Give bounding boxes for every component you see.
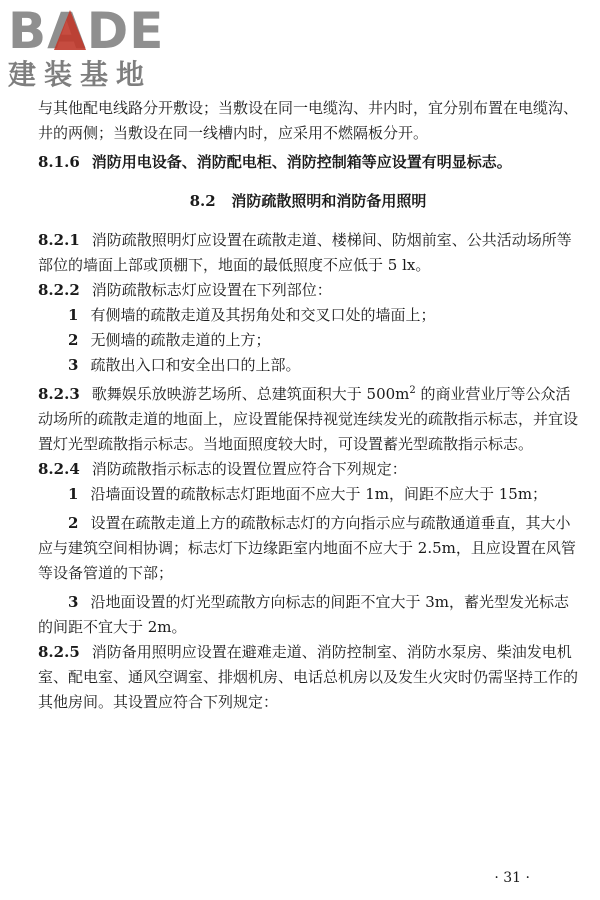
section-heading (38, 189, 578, 214)
brand-logo (8, 4, 178, 100)
item-number: 3 (68, 593, 79, 611)
clause-text: 消防疏散标志灯应设置在下列部位： (91, 281, 332, 299)
list-item (38, 482, 578, 507)
list-item (38, 353, 578, 378)
superscript: 2 (409, 385, 416, 396)
item-text: 设置在疏散走道上方的疏散标志灯的方向指示应与疏散通道垂直，其大小应与建筑空间相协调；标志灯下边缘距室内地面不应大于 2.5m，且应设置在风管等设备管道的下部； (38, 514, 576, 582)
continued-paragraph: 与其他配电线路分开敷设；当敷设在同一电缆沟、井内时，宜分别布置在电缆沟、井的两侧；当敷设在同一线槽内时，应采用不燃隔板分开。 (38, 99, 579, 142)
clause-8-2-2 (38, 278, 578, 303)
clause-number: 8.2.5 (38, 643, 80, 661)
item-text: 疏散出入口和安全出口的上部。 (90, 356, 301, 374)
clause-number: 8.1.6 (38, 153, 80, 171)
item-number: 2 (68, 331, 79, 349)
clause-text: 消防备用照明应设置在避难走道、消防控制室、消防水泵房、柴油发电机室、配电室、通风空调室、排烟机房、电话总机房以及发生火灾时仍需坚持工作的其他房间。其设置应符合下列规定： (38, 643, 579, 711)
clause-text-pre: 歌舞娱乐放映游艺场所、总建筑面积大于 500m (91, 385, 410, 403)
section-number: 8.2 (189, 192, 216, 210)
item-number: 1 (68, 306, 79, 324)
clause-text: 消防用电设备、消防配电柜、消防控制箱等应设置有明显标志。 (91, 153, 512, 171)
clause-8-2-4 (38, 457, 578, 482)
clause-text: 消防疏散照明灯应设置在疏散走道、楼梯间、防烟前室、公共活动场所等部位的墙面上部或顶棚下，地面的最低照度不应低于 5 lx。 (38, 231, 572, 274)
logo-triangle-icon (54, 10, 86, 50)
page-number: · 31 · (494, 870, 530, 886)
item-text: 无侧墙的疏散走道的上方； (90, 331, 271, 349)
clause-number: 8.2.2 (38, 281, 80, 299)
clause-number: 8.2.1 (38, 231, 80, 249)
clause-number: 8.2.3 (38, 385, 80, 403)
logo-subtitle: 建装基地 (8, 58, 153, 91)
item-text: 有侧墙的疏散走道及其拐角处和交叉口处的墙面上； (90, 306, 436, 324)
logo-word-text: BADE (8, 2, 165, 60)
item-text: 沿墙面设置的疏散标志灯距地面不应大于 1m，间距不应大于 15m； (90, 485, 548, 503)
list-item (38, 328, 578, 353)
clause-number: 8.2.4 (38, 460, 80, 478)
document-body (38, 96, 578, 715)
list-item (38, 590, 578, 640)
clause-8-2-1 (38, 228, 578, 278)
clause-8-1-6 (38, 150, 578, 175)
clause-8-2-5 (38, 640, 578, 715)
list-item (38, 303, 578, 328)
item-text: 沿地面设置的灯光型疏散方向标志的间距不宜大于 3m，蓄光型发光标志的间距不宜大于 2m。 (38, 593, 569, 636)
clause-text-post: 的商业营业厅等公众活动场所的疏散走道的地面上，应设置能保持视觉连续发光的疏散指示标志，并宜设置灯光型疏散指示标志。当地面照度较大时，可设置蓄光型疏散指示标志。 (38, 385, 579, 453)
section-title: 消防疏散照明和消防备用照明 (231, 192, 427, 210)
logo-wordmark (8, 4, 178, 58)
item-number: 1 (68, 485, 79, 503)
clause-8-2-3 (38, 378, 578, 457)
list-item (38, 511, 578, 586)
clause-text: 消防疏散指示标志的设置位置应符合下列规定： (91, 460, 407, 478)
item-number: 2 (68, 514, 79, 532)
item-number: 3 (68, 356, 79, 374)
